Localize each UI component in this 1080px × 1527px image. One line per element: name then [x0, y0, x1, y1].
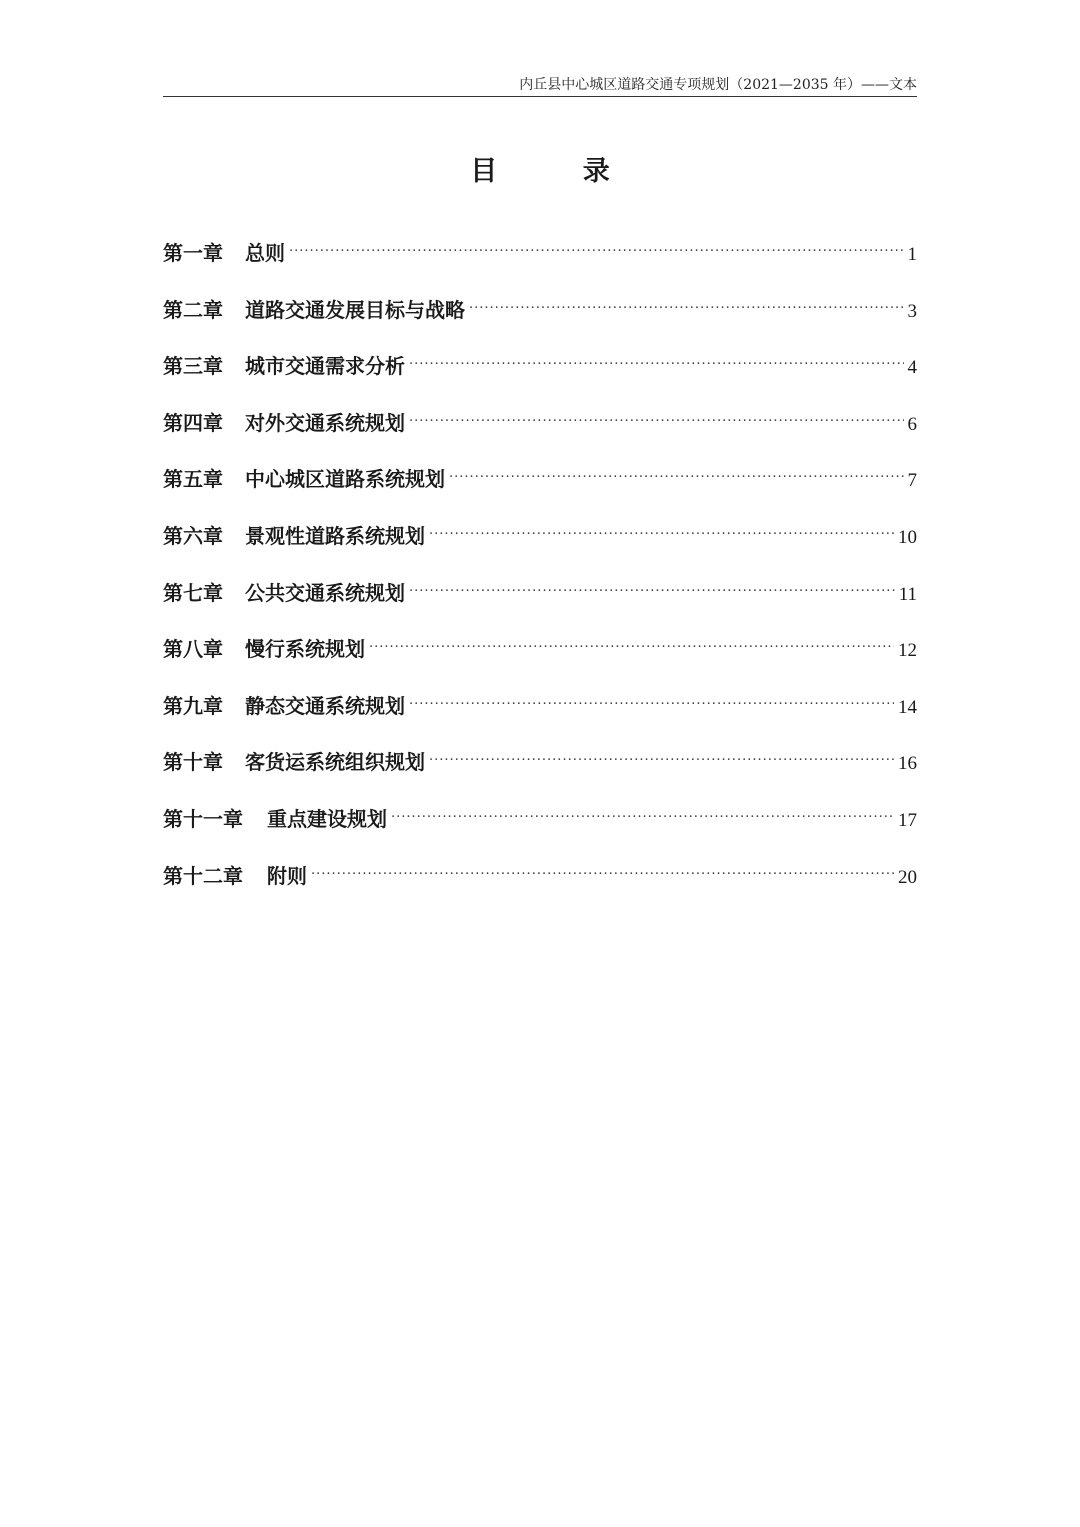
- dot-leader: [469, 283, 904, 317]
- chapter-title: 公共交通系统规划: [245, 580, 405, 605]
- dot-leader: [409, 396, 904, 430]
- chapter-title: 附则: [267, 863, 307, 888]
- page-header: [163, 76, 917, 97]
- page-number: 10: [898, 526, 917, 548]
- page-number: 20: [898, 866, 917, 888]
- dot-leader: [409, 339, 904, 373]
- dot-leader: [369, 622, 894, 656]
- chapter-title: 道路交通发展目标与战略: [245, 297, 465, 322]
- page-number: 16: [898, 753, 917, 775]
- dot-leader: [409, 679, 894, 713]
- dot-leader: [311, 849, 894, 883]
- chapter-title: 慢行系统规划: [245, 637, 365, 662]
- toc-entry[interactable]: [163, 566, 917, 605]
- chapter-title: 城市交通需求分析: [245, 354, 405, 379]
- toc-entry[interactable]: [163, 509, 917, 548]
- chapter-title: 客货运系统组织规划: [245, 750, 425, 775]
- page-number: 17: [898, 809, 917, 831]
- toc-entry[interactable]: [163, 283, 917, 322]
- chapter-title: 中心城区道路系统规划: [245, 467, 445, 492]
- chapter-title: 静态交通系统规划: [245, 693, 405, 718]
- dot-leader: [429, 509, 894, 543]
- toc-entry[interactable]: [163, 849, 917, 888]
- toc-entry[interactable]: [163, 679, 917, 718]
- chapter-number: 第九章: [163, 693, 223, 718]
- page-number: 12: [898, 640, 917, 662]
- chapter-number: 第六章: [163, 523, 223, 548]
- toc-title: 目 录: [470, 156, 648, 187]
- page-number: 14: [898, 696, 917, 718]
- toc-entry[interactable]: [163, 452, 917, 492]
- page-number: 4: [907, 357, 917, 379]
- page-number: 7: [907, 470, 917, 492]
- page-number: 11: [898, 583, 917, 605]
- toc-entry[interactable]: [163, 396, 917, 435]
- dot-leader: [289, 226, 904, 260]
- table-of-contents: [163, 226, 917, 905]
- toc-entry[interactable]: [163, 792, 917, 831]
- header-text: 内丘县中心城区道路交通专项规划（2021—2035 年）——文本: [519, 77, 917, 93]
- toc-entry[interactable]: [163, 622, 917, 662]
- dot-leader: [429, 735, 894, 769]
- dot-leader: [391, 792, 894, 826]
- chapter-number: 第一章: [163, 241, 223, 265]
- dot-leader: [449, 452, 904, 486]
- toc-entry[interactable]: [163, 735, 917, 775]
- chapter-number: 第八章: [163, 637, 223, 662]
- chapter-number: 第十一章: [163, 806, 243, 831]
- chapter-number: 第三章: [163, 354, 223, 379]
- chapter-number: 第十章: [163, 750, 223, 775]
- chapter-title: 重点建设规划: [267, 806, 387, 831]
- chapter-number: 第二章: [163, 297, 223, 322]
- chapter-title: 对外交通系统规划: [245, 410, 405, 435]
- page-number: 1: [907, 244, 917, 265]
- chapter-number: 第四章: [163, 410, 223, 435]
- chapter-title: 总则: [245, 241, 285, 265]
- page-number: 6: [907, 413, 917, 435]
- chapter-title: 景观性道路系统规划: [245, 523, 425, 548]
- chapter-number: 第七章: [163, 580, 223, 605]
- toc-entry[interactable]: [163, 226, 917, 265]
- dot-leader: [409, 566, 895, 600]
- toc-entry[interactable]: [163, 339, 917, 379]
- page-number: 3: [907, 300, 917, 322]
- chapter-number: 第五章: [163, 467, 223, 492]
- chapter-number: 第十二章: [163, 863, 243, 888]
